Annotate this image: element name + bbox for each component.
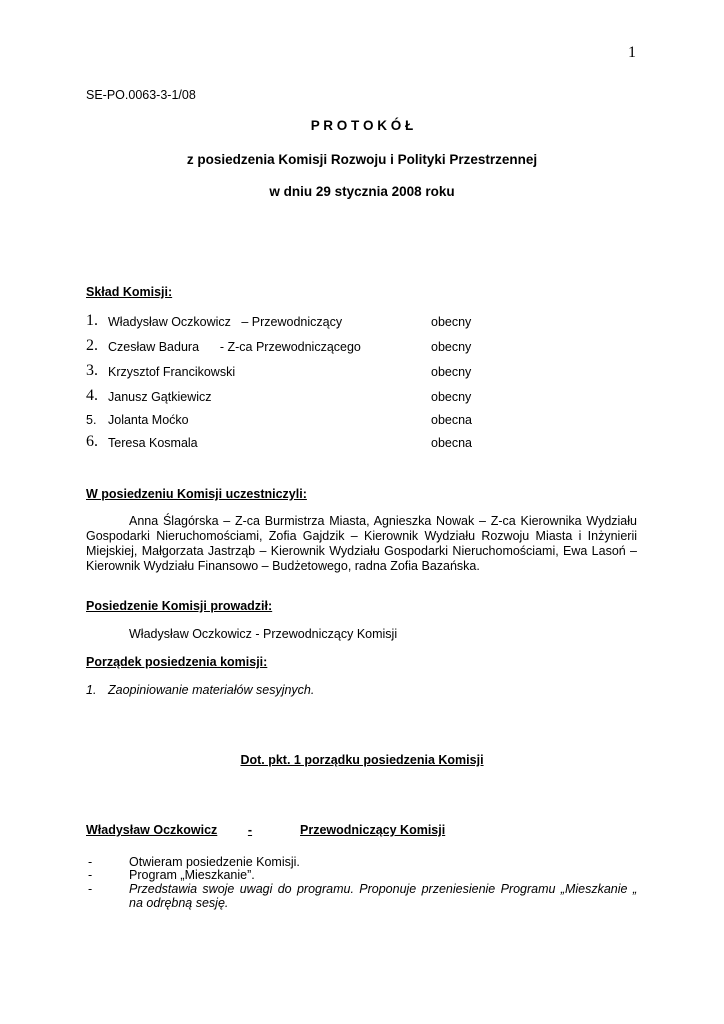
participants-heading: W posiedzeniu Komisji uczestniczyli: [86,487,307,501]
point-heading: Dot. pkt. 1 porządku posiedzenia Komisji [240,753,484,767]
member-number: 1. [86,312,98,329]
member-name: Czesław Badura - Z-ca Przewodniczącego [108,340,361,354]
list-item [0,433,724,453]
statement-text: Program „Mieszkanie”. [129,868,255,882]
meeting-date: w dniu 29 stycznia 2008 roku [269,184,455,199]
composition-heading: Skład Komisji: [86,285,173,299]
member-status: obecny [431,365,472,379]
chair-heading: Posiedzenie Komisji prowadził: [86,599,273,613]
statement-bullet: - [88,868,93,882]
member-name: Janusz Gątkiewicz [108,390,212,404]
member-status: obecna [431,436,473,450]
member-status: obecny [431,340,472,354]
chair-text: Władysław Oczkowicz - Przewodniczący Komisji [129,627,398,641]
member-number: 6. [86,433,98,450]
agenda-heading: Porządek posiedzenia komisji: [86,655,268,669]
list-item [0,411,724,431]
speaker-name: Władysław Oczkowicz [86,823,218,837]
member-name: Władysław Oczkowicz – Przewodniczący [108,315,343,329]
document-subtitle: z posiedzenia Komisji Rozwoju i Polityki Przestrzennej [186,152,538,167]
member-name: Jolanta Moćko [108,413,189,427]
statement-bullet: - [88,855,93,869]
member-number: 3. [86,362,98,379]
document-reference: SE-PO.0063-3-1/08 [86,88,196,102]
statement-text: Otwieram posiedzenie Komisji. [129,855,300,869]
document-title: P R O T O K Ó Ł [310,118,414,133]
list-item [0,362,724,382]
list-item [0,312,724,332]
participants-paragraph: Anna Ślagórska – Z-ca Burmistrza Miasta, Agnieszka Nowak – Z-ca Kierownika Wydziału Gospodarki Nieruchomościami, Zofia Gajdzik – Kierownik Wydziału Rozwoju Miasta i Inżynierii Miejskiej, Małgorzata Jastrząb – Kierownik Wydziału Gospodarki Nieruchomościami, Ewa Lasoń – Kierownik Wydziału Finansowo – Budżetowego, radna Zofia Bazańska. [86,514,637,573]
speaker-role: Przewodniczący Komisji [300,823,446,837]
member-number: 2. [86,337,98,354]
member-status: obecny [431,390,472,404]
member-status: obecna [431,413,473,427]
member-number: 5. [86,413,97,427]
agenda-item-number: 1. [86,683,97,697]
member-name: Krzysztof Francikowski [108,365,236,379]
page-number: 1 [628,44,636,61]
agenda-item-text: Zaopiniowanie materiałów sesyjnych. [108,683,315,697]
list-item [0,337,724,357]
member-name: Teresa Kosmala [108,436,198,450]
list-item [0,387,724,407]
member-number: 4. [86,387,98,404]
speaker-dash: - [247,823,253,837]
statement-bullet: - [88,882,93,896]
member-status: obecny [431,315,472,329]
statement-text: Przedstawia swoje uwagi do programu. Proponuje przeniesienie Programu „Mieszkanie „ na odrębną sesję. [129,882,637,910]
